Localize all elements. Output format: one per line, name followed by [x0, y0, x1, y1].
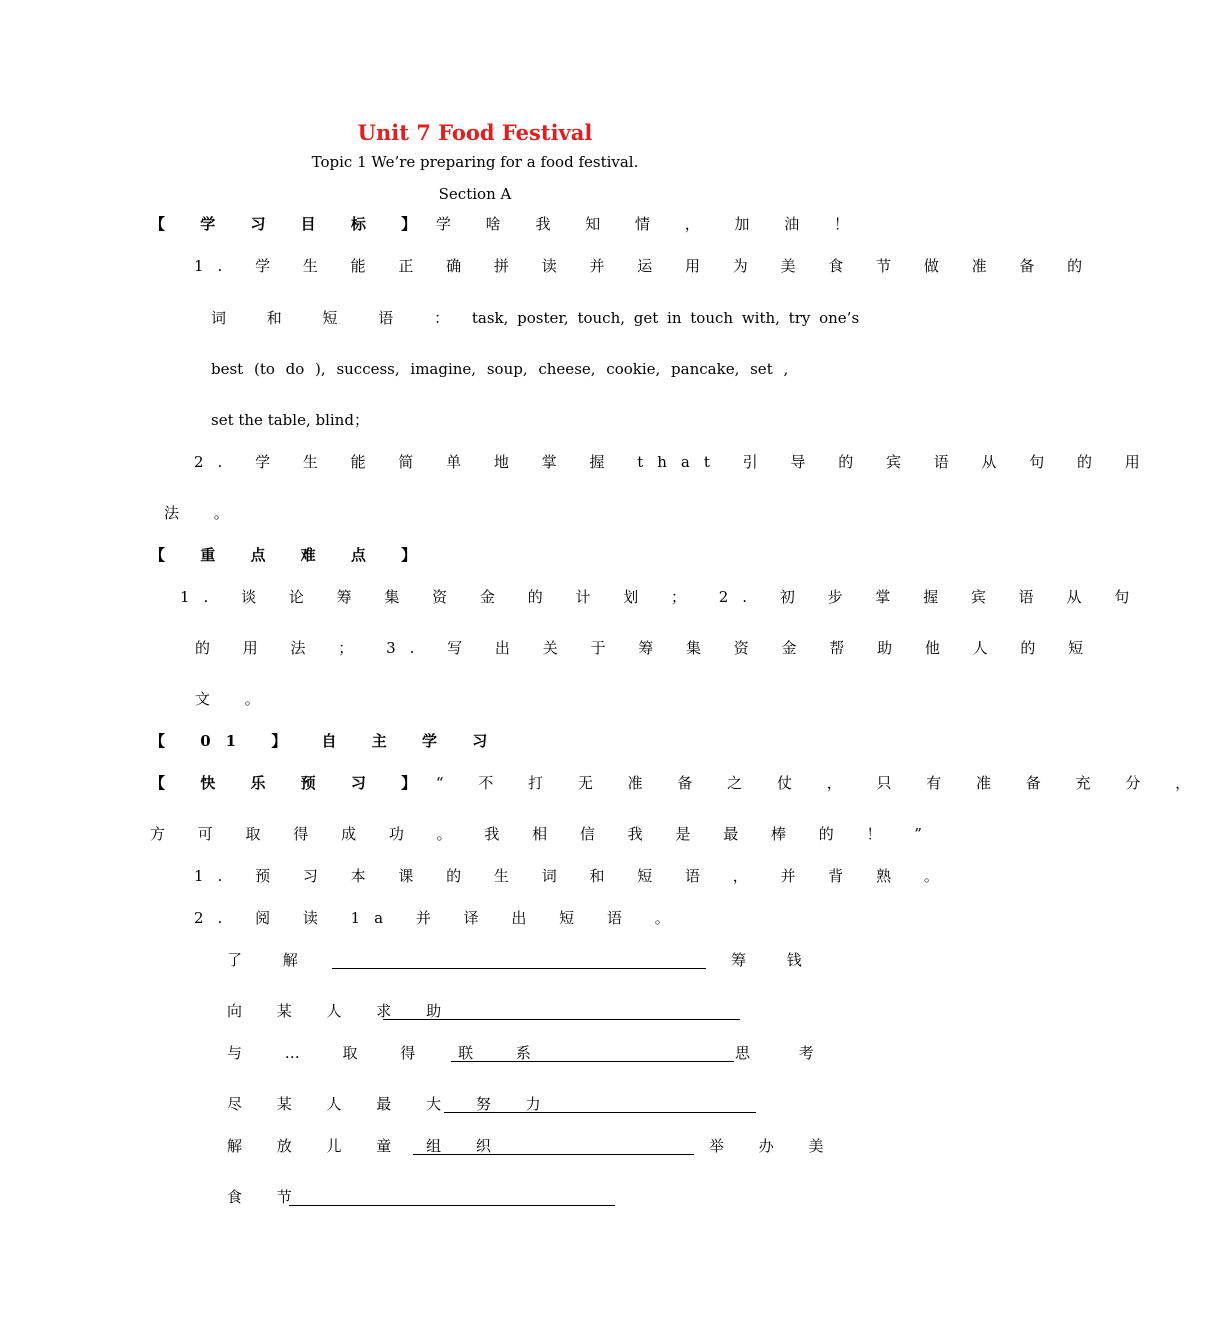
- phrase-label-9: 食 节: [227, 1188, 307, 1206]
- self-study-heading: 【 01 】 自 主 学 习: [150, 732, 503, 750]
- objective-item-1-line-3: best (to do ), success, imagine, soup, cheese, cookie, pancake, set ,: [211, 360, 789, 378]
- objective-item-1-line-1: 1. 学 生 能 正 确 拼 读 并 运 用 为 美 食 节 做 准 备 的: [194, 257, 1097, 275]
- phrase-label-3: 向 某 人 求 助: [227, 1002, 457, 1020]
- answer-blank-1[interactable]: [332, 968, 706, 969]
- document-title: Unit 7 Food Festival: [357, 120, 593, 145]
- objectives-slogan: 学 啥 我 知 情 ， 加 油 ！: [435, 215, 865, 233]
- key-points-line-1: 1. 谈 论 筹 集 资 金 的 计 划 ； 2. 初 步 掌 握 宾 语 从 句: [180, 588, 1144, 606]
- key-points-heading: 【 重 点 难 点 】: [150, 546, 432, 564]
- preview-line: [150, 773, 1205, 793]
- task-2: 2. 阅 读 1a 并 译 出 短 语 。: [194, 909, 684, 927]
- task-1: 1. 预 习 本 课 的 生 词 和 短 语 ， 并 背 熟 。: [194, 867, 953, 885]
- objectives-line: [150, 214, 864, 234]
- answer-blank-2[interactable]: [383, 1019, 740, 1020]
- objective-item-2-line-2: 法 。: [164, 504, 244, 522]
- objective-item-1-words: task, poster, touch, get in touch with, try one’s: [471, 309, 860, 327]
- phrase-label-5: 思 考: [735, 1044, 836, 1062]
- objective-item-2-line-1: 2. 学 生 能 简 单 地 掌 握 that 引 导 的 宾 语 从 句 的 用: [194, 453, 1154, 471]
- key-points-line-2: 的 用 法 ； 3. 写 出 关 于 筹 集 资 金 帮 助 他 人 的 短: [195, 639, 1098, 657]
- phrase-label-4: 与 … 取 得 联 系: [227, 1044, 550, 1062]
- answer-blank-5[interactable]: [413, 1154, 694, 1155]
- answer-blank-4[interactable]: [444, 1112, 756, 1113]
- objective-item-1-label: 词 和 短 语 ：: [211, 309, 468, 327]
- preview-motto-line-1: “ 不 打 无 准 备 之 仗 ， 只 有 准 备 充 分 ，: [435, 774, 1205, 792]
- objective-item-1-line-4: set the table, blind；: [211, 411, 369, 429]
- section-label: Section A: [438, 185, 512, 203]
- phrase-label-8: 举 办 美: [709, 1137, 839, 1155]
- objectives-heading: 【 学 习 目 标 】: [150, 215, 432, 233]
- preview-motto-line-2: 方 可 取 得 成 功 。 我 相 信 我 是 最 棒 的 ！ ”: [150, 825, 936, 843]
- topic-subtitle: Topic 1 We’re preparing for a food festival.: [311, 153, 639, 171]
- answer-blank-3[interactable]: [451, 1061, 734, 1062]
- preview-heading: 【 快 乐 预 习 】: [150, 774, 432, 792]
- phrase-label-7: 解 放 儿 童 组 织: [227, 1137, 506, 1155]
- answer-blank-6[interactable]: [289, 1205, 615, 1206]
- objective-item-1-line-2: [211, 308, 859, 328]
- phrase-label-1: 了 解: [227, 951, 316, 969]
- phrase-label-6: 尽 某 人 最 大 努 力: [227, 1095, 556, 1113]
- phrase-label-2: 筹 钱: [731, 951, 820, 969]
- key-points-line-3: 文 。: [195, 690, 275, 708]
